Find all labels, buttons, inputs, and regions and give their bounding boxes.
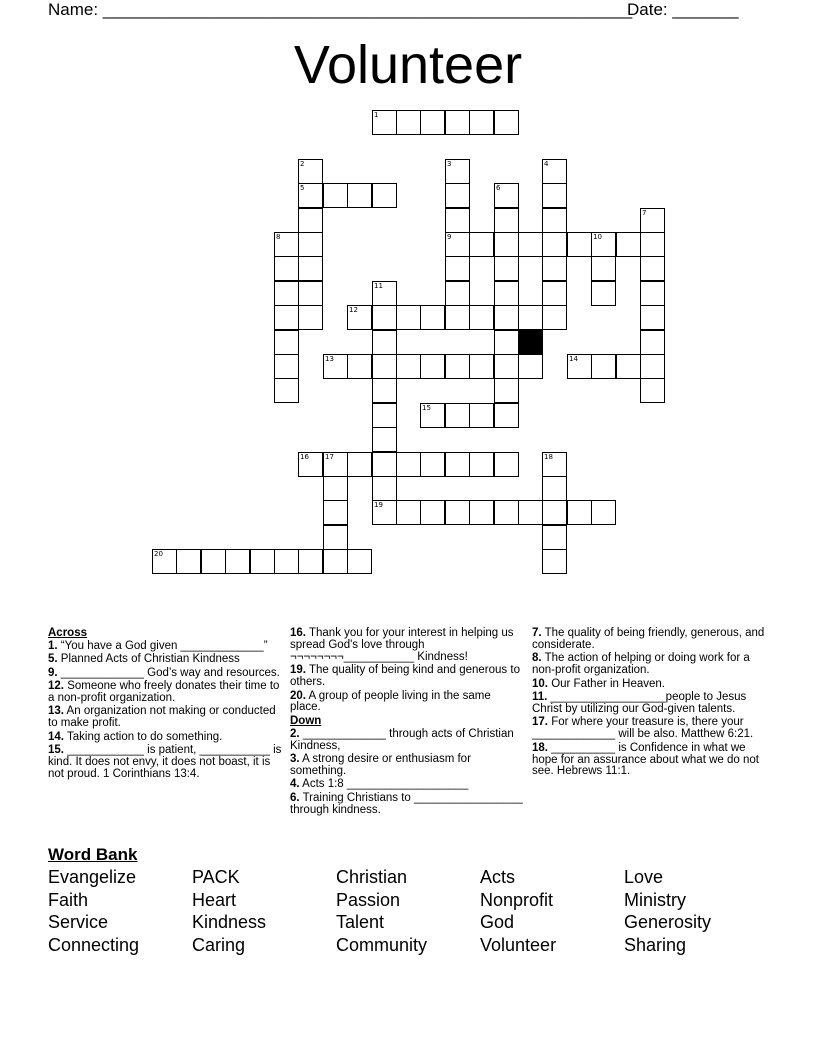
word-bank bbox=[48, 866, 768, 957]
cell-number: 13 bbox=[325, 355, 334, 363]
crossword-cell[interactable] bbox=[494, 183, 519, 208]
cell-number: 3 bbox=[447, 160, 452, 168]
crossword-cell[interactable] bbox=[152, 549, 177, 574]
clue-number: 14. bbox=[48, 730, 64, 743]
word-bank-word: Service bbox=[48, 912, 109, 933]
crossword-cell[interactable] bbox=[640, 378, 665, 403]
cell-number: 12 bbox=[349, 306, 358, 314]
crossword-cell[interactable] bbox=[469, 354, 494, 379]
crossword-cell[interactable] bbox=[298, 232, 323, 257]
cell-number: 5 bbox=[300, 184, 305, 192]
crossword-cell[interactable] bbox=[542, 476, 567, 501]
across-clue bbox=[48, 732, 282, 744]
crossword-cell[interactable] bbox=[591, 354, 616, 379]
crossword-cell[interactable] bbox=[323, 183, 348, 208]
crossword-cell[interactable] bbox=[298, 452, 323, 477]
crossword-cell[interactable] bbox=[347, 549, 372, 574]
crossword-cell[interactable] bbox=[420, 110, 445, 135]
crossword-cell[interactable] bbox=[396, 500, 421, 525]
cell-number: 17 bbox=[325, 453, 334, 461]
down-clue bbox=[532, 692, 766, 716]
word-bank-word: PACK bbox=[192, 867, 240, 887]
across-clue bbox=[48, 641, 282, 653]
crossword-cell[interactable] bbox=[445, 183, 470, 208]
word-bank-word: Faith bbox=[48, 889, 89, 910]
crossword-cell[interactable] bbox=[616, 232, 641, 257]
clue-number: 7. bbox=[532, 627, 542, 639]
down-heading: Down bbox=[290, 714, 322, 727]
cell-number: 9 bbox=[447, 233, 452, 241]
clue-number: 9. bbox=[48, 666, 58, 679]
down-clue bbox=[532, 628, 766, 652]
clue-number: 6. bbox=[290, 791, 300, 804]
clue-text: Someone who freely donates their time to a non-profit organization. bbox=[48, 680, 280, 705]
word-bank-word: Talent bbox=[336, 912, 385, 933]
crossword-cell[interactable] bbox=[445, 452, 470, 477]
clue-number: 17. bbox=[532, 716, 548, 729]
crossword-cell[interactable] bbox=[494, 281, 519, 306]
crossword-cell[interactable] bbox=[298, 549, 323, 574]
crossword-cell[interactable] bbox=[323, 354, 348, 379]
crossword-cell[interactable] bbox=[274, 281, 299, 306]
crossword-cell[interactable] bbox=[445, 500, 470, 525]
clue-number: 20. bbox=[290, 689, 306, 702]
down-clue bbox=[532, 679, 766, 691]
crossword-cell[interactable] bbox=[372, 403, 397, 428]
crossword-cell[interactable] bbox=[640, 305, 665, 330]
crossword-cell[interactable] bbox=[298, 281, 323, 306]
crossword-cell[interactable] bbox=[323, 476, 348, 501]
crossword-cell[interactable] bbox=[494, 256, 519, 281]
crossword-cell[interactable] bbox=[445, 354, 470, 379]
word-bank-word: God bbox=[480, 912, 515, 933]
crossword-cell[interactable] bbox=[372, 281, 397, 306]
crossword-cell[interactable] bbox=[445, 305, 470, 330]
crossword-cell[interactable] bbox=[542, 525, 567, 550]
crossword-cell[interactable] bbox=[542, 549, 567, 574]
crossword-cell[interactable] bbox=[542, 305, 567, 330]
word-bank-word: Caring bbox=[192, 935, 246, 956]
crossword-cell[interactable] bbox=[372, 305, 397, 330]
crossword-cell[interactable] bbox=[469, 403, 494, 428]
word-bank-word: Love bbox=[624, 867, 664, 887]
across-clue bbox=[290, 665, 524, 689]
clue-text: _____________ God’s way and resources. bbox=[57, 666, 280, 679]
crossword-cell[interactable] bbox=[445, 232, 470, 257]
crossword-cell[interactable] bbox=[347, 305, 372, 330]
crossword-cell[interactable] bbox=[372, 354, 397, 379]
cell-number: 6 bbox=[496, 184, 501, 192]
across-clue bbox=[48, 668, 282, 680]
crossword-cell[interactable] bbox=[445, 256, 470, 281]
clue-text: Training Christians to _________________ through kindness. bbox=[290, 791, 523, 816]
down-clue bbox=[532, 653, 766, 677]
crossword-cell[interactable] bbox=[494, 452, 519, 477]
crossword-cell[interactable] bbox=[420, 452, 445, 477]
clue-number: 15. bbox=[48, 744, 64, 757]
cell-number: 19 bbox=[374, 501, 383, 509]
clue-text: A group of people living in the same place. bbox=[290, 689, 491, 714]
down-clue bbox=[290, 754, 524, 778]
crossword-cell[interactable] bbox=[445, 159, 470, 184]
crossword-cell[interactable] bbox=[469, 500, 494, 525]
crossword-cell[interactable] bbox=[420, 305, 445, 330]
crossword-cell[interactable] bbox=[372, 476, 397, 501]
clue-number: 8. bbox=[532, 652, 542, 665]
crossword-cell[interactable] bbox=[494, 330, 519, 355]
crossword-cell[interactable] bbox=[420, 500, 445, 525]
crossword-cell[interactable] bbox=[298, 183, 323, 208]
crossword-cell[interactable] bbox=[591, 232, 616, 257]
crossword-cell[interactable] bbox=[323, 549, 348, 574]
crossword-cell[interactable] bbox=[542, 208, 567, 233]
cell-number: 8 bbox=[276, 233, 281, 241]
crossword-cell[interactable] bbox=[445, 208, 470, 233]
crossword-cell[interactable] bbox=[591, 256, 616, 281]
down-clue bbox=[532, 717, 766, 741]
crossword-cell[interactable] bbox=[274, 549, 299, 574]
crossword-cell[interactable] bbox=[274, 330, 299, 355]
clue-text: Taking action to do something. bbox=[64, 730, 223, 743]
crossword-cell[interactable] bbox=[274, 232, 299, 257]
clue-text: For where your treasure is, there your _____________ will be also. Matthew 6:21. bbox=[532, 716, 754, 741]
crossword-cell[interactable] bbox=[518, 500, 543, 525]
crossword-cell[interactable] bbox=[372, 110, 397, 135]
crossword-cell[interactable] bbox=[542, 159, 567, 184]
crossword-cell[interactable] bbox=[347, 354, 372, 379]
cell-number: 16 bbox=[300, 453, 309, 461]
crossword-cell[interactable] bbox=[640, 232, 665, 257]
crossword-cell[interactable] bbox=[494, 378, 519, 403]
crossword-cell[interactable] bbox=[494, 354, 519, 379]
clue-text: “You have a God given _____________” bbox=[57, 639, 268, 652]
crossword-cell[interactable] bbox=[567, 354, 592, 379]
crossword-cell[interactable] bbox=[518, 354, 543, 379]
crossword-cell[interactable] bbox=[274, 305, 299, 330]
crossword-cell[interactable] bbox=[494, 110, 519, 135]
crossword-cell[interactable] bbox=[225, 549, 250, 574]
clue-text: _____________ through acts of Christian Kindness, bbox=[290, 727, 514, 752]
across-clue bbox=[290, 691, 524, 715]
word-bank-word: Acts bbox=[480, 867, 516, 887]
word-bank-word: Ministry bbox=[624, 889, 686, 910]
crossword-cell[interactable] bbox=[176, 549, 201, 574]
crossword-cell[interactable] bbox=[591, 281, 616, 306]
word-bank-word: Kindness bbox=[192, 912, 267, 933]
crossword-cell[interactable] bbox=[542, 183, 567, 208]
clue-text: __________ is Confidence in what we hope for an assurance about what we do not see. Hebrews 11:1. bbox=[532, 741, 759, 778]
crossword-cell[interactable] bbox=[469, 452, 494, 477]
crossword-cell[interactable] bbox=[518, 232, 543, 257]
crossword-cell[interactable] bbox=[396, 110, 421, 135]
cell-number: 15 bbox=[422, 404, 431, 412]
cell-number: 10 bbox=[593, 233, 602, 241]
crossword-cell[interactable] bbox=[445, 110, 470, 135]
crossword-cell[interactable] bbox=[542, 256, 567, 281]
crossword-cell[interactable] bbox=[640, 330, 665, 355]
cell-number: 7 bbox=[642, 209, 647, 217]
crossword-cell[interactable] bbox=[420, 354, 445, 379]
down-clue bbox=[290, 729, 524, 753]
clue-column-3 bbox=[532, 628, 766, 780]
crossword-cell[interactable] bbox=[591, 500, 616, 525]
word-bank-word: Heart bbox=[192, 889, 237, 910]
crossword-cell[interactable] bbox=[298, 208, 323, 233]
crossword-cell[interactable] bbox=[396, 305, 421, 330]
clue-number: 4. bbox=[290, 778, 300, 791]
cell-number: 20 bbox=[154, 550, 163, 558]
word-bank-word: Nonprofit bbox=[480, 889, 554, 910]
crossword-cell[interactable] bbox=[372, 500, 397, 525]
down-clue bbox=[290, 793, 524, 817]
crossword-cell[interactable] bbox=[372, 427, 397, 452]
word-bank-heading: Word Bank bbox=[48, 845, 138, 864]
date-field-line: Date: _______ bbox=[627, 0, 739, 19]
crossword-cell[interactable] bbox=[494, 305, 519, 330]
clue-number: 19. bbox=[290, 664, 306, 677]
across-clue bbox=[48, 654, 282, 666]
crossword-cell[interactable] bbox=[542, 281, 567, 306]
cell-number: 11 bbox=[374, 282, 383, 290]
across-clue bbox=[48, 681, 282, 705]
crossword-cell[interactable] bbox=[494, 232, 519, 257]
word-bank-word: Generosity bbox=[624, 912, 712, 933]
clue-text: ____________ is patient, ___________ is kind. It does not envy, it does not boast, it is not proud. 1 Corinthians 13:4. bbox=[48, 744, 282, 780]
crossword-cell[interactable] bbox=[250, 549, 275, 574]
crossword-cell[interactable] bbox=[640, 256, 665, 281]
down-clue bbox=[290, 779, 524, 791]
crossword-cell[interactable] bbox=[567, 500, 592, 525]
crossword-cell[interactable] bbox=[542, 232, 567, 257]
cell-number: 4 bbox=[544, 160, 549, 168]
clue-number: 2. bbox=[290, 727, 300, 740]
crossword-cell[interactable] bbox=[469, 110, 494, 135]
across-clue bbox=[48, 706, 282, 730]
crossword-cell[interactable] bbox=[616, 354, 641, 379]
across-clue bbox=[48, 745, 282, 781]
crossword-cell[interactable] bbox=[347, 452, 372, 477]
crossword-cell[interactable] bbox=[372, 452, 397, 477]
clue-text: __________________people to Jesus Christ by utilizing our God-given talents. bbox=[532, 691, 747, 715]
crossword-cell[interactable] bbox=[323, 525, 348, 550]
crossword-cell[interactable] bbox=[274, 378, 299, 403]
crossword-cell[interactable] bbox=[372, 330, 397, 355]
crossword-cell[interactable] bbox=[274, 256, 299, 281]
page-title: Volunteer bbox=[293, 35, 523, 95]
clue-text: Planned Acts of Christian Kindness bbox=[57, 653, 240, 666]
crossword-black-cell bbox=[518, 330, 543, 355]
crossword-cell[interactable] bbox=[298, 256, 323, 281]
clue-text: Thank you for your interest in helping us spread God's love through ¬¬¬¬¬¬¬¬___________ Kindness! bbox=[290, 627, 514, 663]
word-bank-word: Sharing bbox=[624, 935, 687, 956]
across-heading: Across bbox=[48, 627, 87, 639]
clue-text: A strong desire or enthusiasm for something. bbox=[290, 753, 471, 777]
crossword-cell[interactable] bbox=[445, 281, 470, 306]
crossword-cell[interactable] bbox=[518, 305, 543, 330]
crossword-cell[interactable] bbox=[494, 208, 519, 233]
clue-text: Our Father in Heaven. bbox=[548, 677, 665, 690]
cell-number: 1 bbox=[374, 111, 379, 119]
crossword-cell[interactable] bbox=[396, 452, 421, 477]
crossword-cell[interactable] bbox=[396, 354, 421, 379]
clue-number: 13. bbox=[48, 705, 64, 718]
crossword-cell[interactable] bbox=[323, 500, 348, 525]
crossword-cell[interactable] bbox=[323, 452, 348, 477]
clue-number: 11. bbox=[532, 691, 548, 704]
clue-number: 3. bbox=[290, 753, 300, 766]
crossword-cell[interactable] bbox=[494, 403, 519, 428]
crossword-cell[interactable] bbox=[298, 159, 323, 184]
across-clue bbox=[290, 628, 524, 664]
word-bank-word: Passion bbox=[336, 889, 401, 910]
clue-text: The quality of being friendly, generous, and considerate. bbox=[532, 627, 765, 651]
word-bank-word: Volunteer bbox=[480, 935, 557, 956]
clue-text: The action of helping or doing work for a non-profit organization. bbox=[532, 652, 750, 677]
clue-column-2 bbox=[290, 628, 524, 818]
clue-number: 12. bbox=[48, 680, 64, 693]
clue-text: An organization not making or conducted to make profit. bbox=[48, 705, 276, 730]
crossword-cell[interactable] bbox=[347, 183, 372, 208]
crossword-cell[interactable] bbox=[298, 305, 323, 330]
crossword-cell[interactable] bbox=[445, 403, 470, 428]
crossword-cell[interactable] bbox=[274, 354, 299, 379]
clue-number: 10. bbox=[532, 677, 548, 690]
cell-number: 2 bbox=[300, 160, 305, 168]
crossword-cell[interactable] bbox=[372, 183, 397, 208]
crossword-cell[interactable] bbox=[469, 232, 494, 257]
clue-text: The quality of being kind and generous to others. bbox=[290, 664, 520, 689]
word-bank-word: Christian bbox=[336, 867, 408, 887]
clue-column-1 bbox=[48, 628, 282, 782]
crossword-cell[interactable] bbox=[420, 403, 445, 428]
clue-number: 1. bbox=[48, 639, 58, 652]
word-bank-word: Connecting bbox=[48, 935, 140, 956]
crossword-cell[interactable] bbox=[201, 549, 226, 574]
crossword-cell[interactable] bbox=[640, 208, 665, 233]
clue-number: 18. bbox=[532, 741, 548, 754]
crossword-cell[interactable] bbox=[640, 281, 665, 306]
word-bank-word: Evangelize bbox=[48, 867, 137, 887]
word-bank-word: Community bbox=[336, 935, 428, 956]
cell-number: 18 bbox=[544, 453, 553, 461]
down-clue bbox=[532, 743, 766, 779]
clue-number: 16. bbox=[290, 627, 306, 639]
crossword-cell[interactable] bbox=[640, 354, 665, 379]
crossword-cell[interactable] bbox=[567, 232, 592, 257]
name-field-line: Name: ________________________________________________________ bbox=[48, 0, 633, 19]
crossword-cell[interactable] bbox=[469, 305, 494, 330]
crossword-cell[interactable] bbox=[494, 500, 519, 525]
crossword-cell[interactable] bbox=[372, 378, 397, 403]
clue-text: Acts 1:8 ___________________ bbox=[299, 778, 469, 791]
crossword-cell[interactable] bbox=[542, 452, 567, 477]
crossword-cell[interactable] bbox=[542, 500, 567, 525]
cell-number: 14 bbox=[569, 355, 578, 363]
clue-number: 5. bbox=[48, 653, 58, 666]
